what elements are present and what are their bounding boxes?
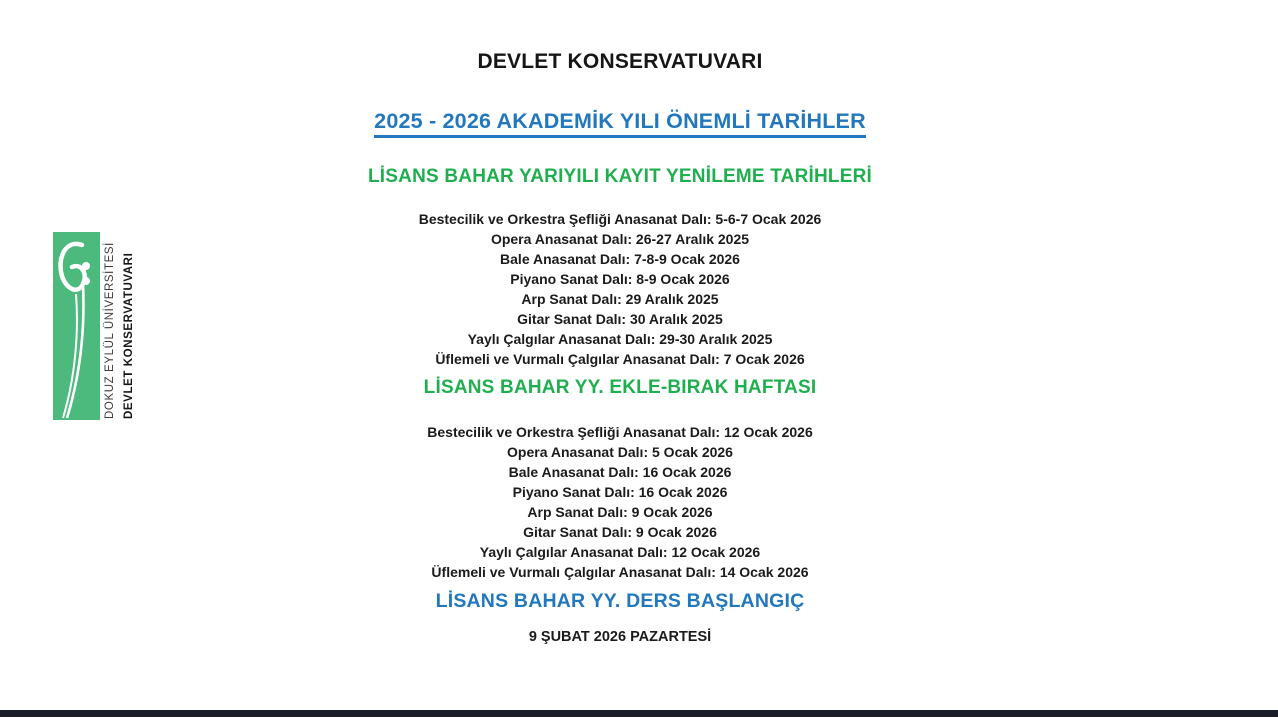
list-item: Bestecilik ve Orkestra Şefliği Anasanat Dalı: 12 Ocak 2026 <box>427 424 813 440</box>
list-item: Bale Anasanat Dalı: 16 Ocak 2026 <box>508 464 732 480</box>
ders-baslangic-date: 9 ŞUBAT 2026 PAZARTESİ <box>528 629 712 645</box>
treble-clef-icon <box>53 232 100 420</box>
section-heading-kayit-yenileme: LİSANS BAHAR YARIYILI KAYIT YENİLEME TARİHLERİ <box>368 166 872 187</box>
ekle-birak-date-list <box>260 422 980 582</box>
section-heading-ekle-birak: LİSANS BAHAR YY. EKLE-BIRAK HAFTASI <box>423 377 817 398</box>
list-item: Bestecilik ve Orkestra Şefliği Anasanat Dalı: 5-6-7 Ocak 2026 <box>418 211 822 227</box>
list-item: Yaylı Çalgılar Anasanat Dalı: 12 Ocak 2026 <box>479 544 761 560</box>
footer-bar <box>0 710 1278 717</box>
list-item: Yaylı Çalgılar Anasanat Dalı: 29-30 Aralık 2025 <box>467 331 773 347</box>
section-heading-ders-baslangic: LİSANS BAHAR YY. DERS BAŞLANGIÇ <box>435 590 805 612</box>
list-item: Gitar Sanat Dalı: 9 Ocak 2026 <box>523 524 717 540</box>
list-item: Üflemeli ve Vurmalı Çalgılar Anasanat Dalı: 7 Ocak 2026 <box>435 351 805 367</box>
list-item: Bale Anasanat Dalı: 7-8-9 Ocak 2026 <box>500 251 740 267</box>
list-item: Piyano Sanat Dalı: 8-9 Ocak 2026 <box>510 271 730 287</box>
page-title: DEVLET KONSERVATUVARI <box>477 50 763 73</box>
list-item: Arp Sanat Dalı: 9 Ocak 2026 <box>527 504 713 520</box>
list-item: Gitar Sanat Dalı: 30 Aralık 2025 <box>517 311 723 327</box>
list-item: Opera Anasanat Dalı: 5 Ocak 2026 <box>507 444 733 460</box>
list-item: Arp Sanat Dalı: 29 Aralık 2025 <box>521 291 719 307</box>
page-subtitle-wrap <box>260 109 980 138</box>
logo-university-name: DOKUZ EYLÜL ÜNİVERSİTESİ <box>104 242 116 419</box>
university-logo <box>53 232 100 420</box>
list-item: Piyano Sanat Dalı: 16 Ocak 2026 <box>512 484 728 500</box>
page-subtitle: 2025 - 2026 AKADEMİK YILI ÖNEMLİ TARİHLER <box>374 109 866 138</box>
list-item: Opera Anasanat Dalı: 26-27 Aralık 2025 <box>490 231 750 247</box>
list-item: Üflemeli ve Vurmalı Çalgılar Anasanat Dalı: 14 Ocak 2026 <box>431 564 809 580</box>
logo-school-name: DEVLET KONSERVATUVARI <box>123 252 135 419</box>
kayit-yenileme-date-list <box>260 209 980 369</box>
